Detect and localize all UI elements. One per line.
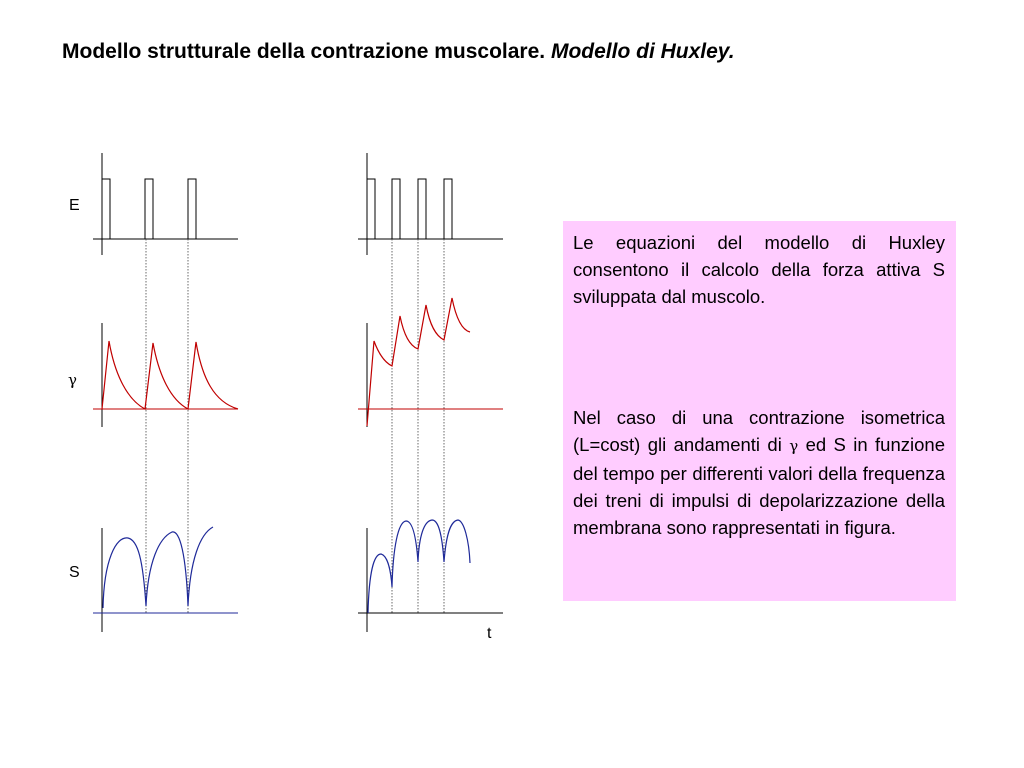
label-E: E bbox=[69, 197, 80, 214]
label-gamma: γ bbox=[68, 371, 77, 389]
explanation-box bbox=[563, 221, 956, 601]
left-S-curve bbox=[103, 527, 213, 608]
label-S: S bbox=[69, 564, 80, 581]
label-t: t bbox=[487, 625, 492, 642]
right-gamma-curve bbox=[367, 298, 470, 426]
note-paragraph-2 bbox=[573, 404, 945, 541]
note-p2-after: ed S in funzione del tempo per differenti valori della frequenza dei treni di impulsi di depolarizzazione della membrana sono rappresentati in figura. bbox=[573, 434, 945, 538]
title-italic: Modello di Huxley. bbox=[550, 40, 735, 63]
note-gamma-symbol: γ bbox=[789, 437, 799, 455]
note-paragraph-1: Le equazioni del modello di Huxley consentono il calcolo della forza attiva S sviluppata dal muscolo. bbox=[573, 232, 945, 307]
left-E-pulses bbox=[102, 179, 196, 239]
right-E-pulses bbox=[367, 179, 452, 239]
left-panel bbox=[93, 153, 238, 632]
note-p2-before: Nel caso di una contrazione isometrica (L=cost) gli andamenti di bbox=[573, 407, 945, 455]
title-main: Modello strutturale della contrazione muscolare. bbox=[62, 40, 546, 63]
left-gamma-curve bbox=[102, 341, 238, 409]
right-panel bbox=[358, 153, 503, 632]
right-S-curve bbox=[368, 520, 470, 613]
